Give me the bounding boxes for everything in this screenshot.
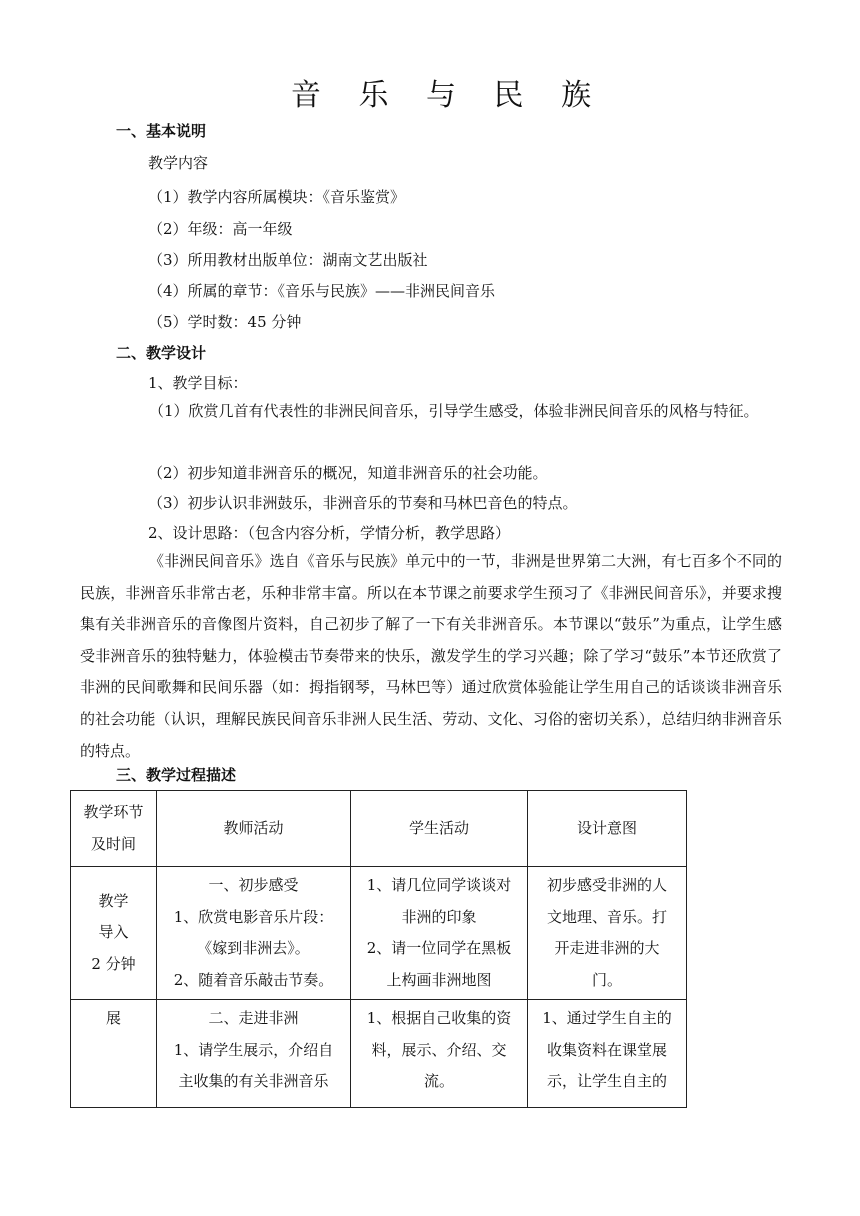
table-row: [71, 1000, 687, 1108]
header-cell-intent: 设计意图: [528, 791, 687, 867]
design-idea-paragraph: 《非洲民间音乐》选自《音乐与民族》单元中的一节，非洲是世界第二大洲，有七百多个不同的民族，非洲音乐非常古老，乐种非常丰富。所以在本节课之前要求学生预习了《非洲民间音乐》，并要求搜集有关非洲音乐的音像图片资料，自己初步了解了一下有关非洲音乐。本节课以“鼓乐”为重点，让学生感受非洲音乐的独特魅力，体验模击节奏带来的快乐，激发学生的学习兴趣；除了学习“鼓乐”本节还欣赏了非洲的民间歌舞和民间乐器（如：拇指钢琴，马林巴等）通过欣赏体验能让学生用自己的话谈谈非洲音乐的社会功能（认识，理解民族民间音乐非洲人民生活、劳动、文化、习俗的密切关系），总结归纳非洲音乐的特点。: [80, 552, 782, 760]
section-heading-design: 二、教学设计: [116, 344, 207, 362]
cell-student: 1、请几位同学谈谈对 非洲的印象 2、请一位同学在黑板 上构画非洲地图: [351, 867, 528, 1000]
goal-item-3: （3）初步认识非洲鼓乐，非洲音乐的节奏和马林巴音色的特点。: [148, 494, 578, 512]
goal-item-1: （1）欣赏几首有代表性的非洲民间音乐，引导学生感受，体验非洲民间音乐的风格与特征。: [149, 402, 759, 420]
design-idea-heading: 2、设计思路：（包含内容分析，学情分析，教学思路）: [148, 524, 511, 542]
cell-intent: 1、通过学生自主的 收集资料在课堂展 示，让学生自主的: [528, 1000, 687, 1108]
cell-intent: 初步感受非洲的人 文地理、音乐。打 开走进非洲的大 门。: [528, 867, 687, 1000]
info-item-duration: （5）学时数：45 分钟: [148, 313, 302, 331]
header-cell-stage: 教学环节 及时间: [71, 791, 157, 867]
info-item-chapter: （4）所属的章节：《音乐与民族》——非洲民间音乐: [148, 282, 496, 300]
section-heading-basic: 一、基本说明: [116, 122, 207, 140]
cell-teacher: 二、走进非洲 1、请学生展示，介绍自 主收集的有关非洲音乐: [157, 1000, 351, 1108]
header-cell-student: 学生活动: [351, 791, 528, 867]
cell-teacher: 一、初步感受 1、欣赏电影音乐片段： 《嫁到非洲去》。 2、随着音乐敲击节奏。: [157, 867, 351, 1000]
cell-stage: 教学 导入 2 分钟: [71, 867, 157, 1000]
page-title: 音 乐 与 民 族: [290, 78, 606, 113]
cell-stage: 展: [71, 1000, 157, 1108]
cell-student: 1、根据自己收集的资 料，展示、介绍、交 流。: [351, 1000, 528, 1108]
teaching-process-table: [70, 790, 687, 1108]
goal-heading: 1、教学目标：: [148, 374, 248, 392]
info-item-publisher: （3）所用教材出版单位：湖南文艺出版社: [148, 251, 428, 269]
info-item-module: （1）教学内容所属模块：《音乐鉴赏》: [148, 188, 406, 206]
goal-item-2: （2）初步知道非洲音乐的概况，知道非洲音乐的社会功能。: [148, 464, 548, 482]
header-cell-teacher: 教师活动: [157, 791, 351, 867]
table-header-row: [71, 791, 687, 867]
table-row: [71, 867, 687, 1000]
subheading-teaching-content: 教学内容: [148, 154, 209, 172]
section-heading-process: 三、教学过程描述: [116, 766, 237, 784]
info-item-grade: （2）年级：高一年级: [148, 220, 293, 238]
